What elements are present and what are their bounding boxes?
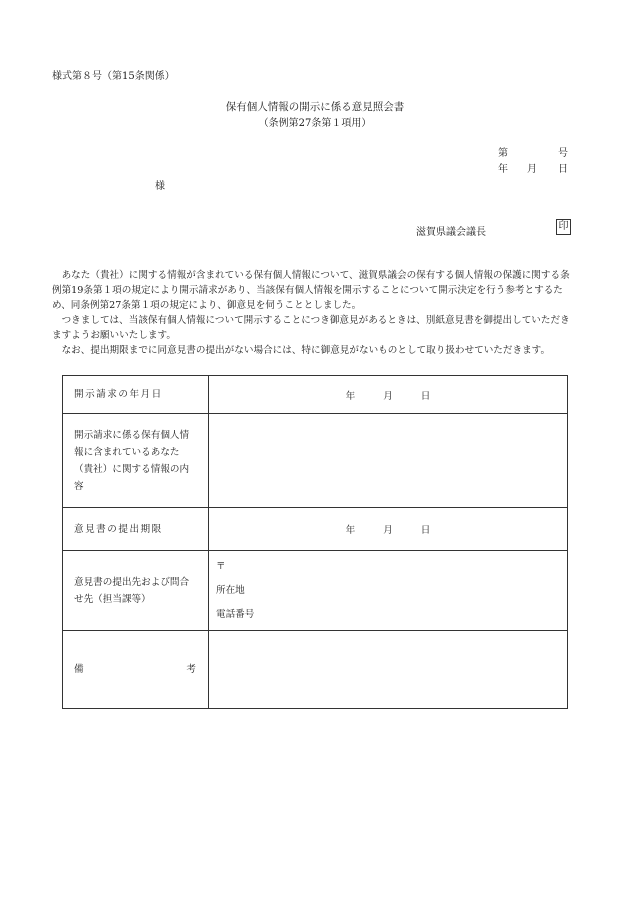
info-content-label: 開示請求に係る保有個人情報に含まれているあなた（貴社）に関する情報の内容 — [63, 414, 209, 508]
remarks-label — [63, 631, 209, 709]
address-label: 所在地 — [216, 584, 245, 596]
form-number: 様式第８号（第15条関係） — [52, 71, 175, 82]
phone-label: 電話番号 — [216, 608, 255, 620]
deadline-label: 意見書の提出期限 — [63, 508, 209, 551]
remarks-label-left: 備 — [74, 664, 84, 675]
deadline-value[interactable] — [209, 508, 568, 551]
request-date-label: 開示請求の年月日 — [63, 376, 209, 414]
remarks-value[interactable] — [209, 631, 568, 709]
deadline-year: 年 — [345, 525, 356, 536]
deadline-month: 月 — [383, 525, 393, 536]
document-title: 保有個人情報の開示に係る意見照会書 — [225, 101, 405, 113]
table-row-contact — [63, 551, 568, 631]
table-row-deadline — [63, 508, 568, 551]
deadline-day: 日 — [420, 525, 431, 536]
sender-name: 滋賀県議会議長 — [416, 227, 486, 238]
remarks-label-right: 考 — [186, 664, 196, 675]
request-date-month: 月 — [383, 390, 393, 402]
body-text — [52, 268, 578, 358]
body-paragraph-2: つきましては、当該保有個人情報について開示することにつき御意見があるときは、別紙意見書を御提出していただきますようお願いいたします。 — [52, 315, 570, 341]
reference-number-prefix: 第 — [498, 148, 508, 159]
reference-number-suffix: 号 — [558, 148, 568, 159]
table-row-info-content — [63, 414, 568, 508]
body-paragraph-1: あなた（貴社）に関する情報が含まれている保有個人情報について、滋賀県議会の保有する個人情報の保護に関する条例第19条第１項の規定により開示請求があり、当該保有個人情報を開示することについて開示決定を行う参考とするため、同条例第27条第１項の規定により、御意見を伺うこととしました。 — [52, 270, 570, 311]
contact-value[interactable] — [209, 551, 568, 631]
addressee-honorific: 様 — [155, 181, 165, 192]
info-table — [62, 375, 568, 709]
info-content-value[interactable] — [209, 414, 568, 508]
date-month-label: 月 — [527, 164, 537, 175]
request-date-year: 年 — [345, 390, 356, 402]
request-date-day: 日 — [420, 390, 431, 402]
table-row-request-date — [63, 376, 568, 414]
body-paragraph-3: なお、提出期限までに同意見書の提出がない場合には、特に御意見がないものとして取り扱わせていただきます。 — [61, 345, 551, 356]
contact-label: 意見書の提出先および問合せ先（担当課等） — [63, 551, 209, 631]
seal-stamp: 印 — [556, 219, 571, 235]
date-day-label: 日 — [558, 164, 568, 175]
table-row-remarks — [63, 631, 568, 709]
date-year-label: 年 — [498, 164, 508, 175]
request-date-value[interactable] — [209, 376, 568, 414]
postal-mark: 〒 — [216, 560, 226, 572]
document-subtitle: （条例第27条第１項用） — [258, 118, 372, 129]
